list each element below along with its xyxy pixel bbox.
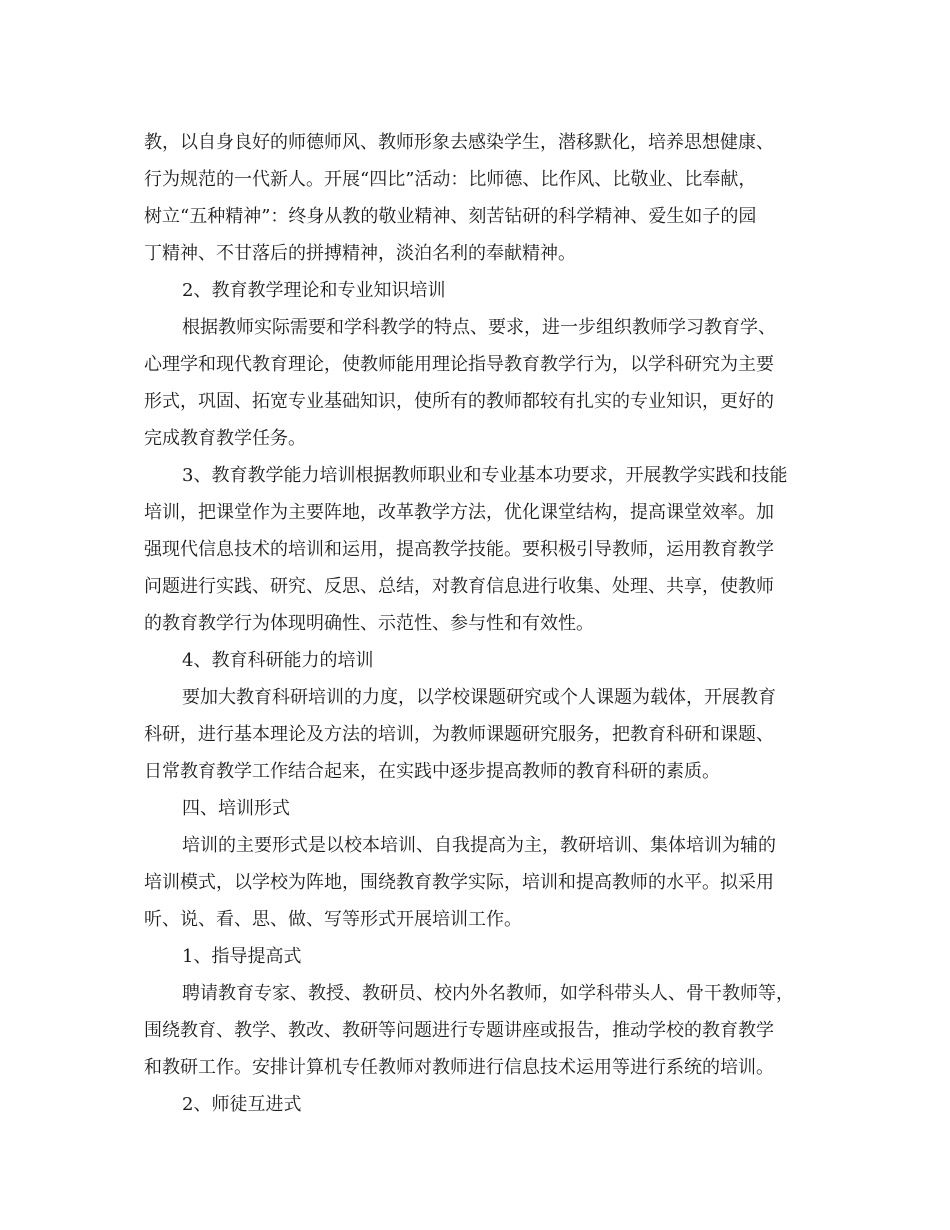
paragraph-line: 丁精神、不甘落后的拼搏精神，淡泊名利的奉献精神。	[144, 243, 576, 264]
paragraph-line: 培训，把课堂作为主要阵地，改革教学方法，优化课堂结构，提高课堂效率。加	[144, 502, 774, 523]
paragraph-line: 的教育教学行为体现明确性、示范性、参与性和有效性。	[144, 613, 594, 634]
document-body	[144, 124, 810, 1123]
paragraph-line: 听、说、看、思、做、写等形式开展培训工作。	[144, 909, 522, 930]
paragraph-line: 3、教育教学能力培训根据教师职业和专业基本功要求，开展教学实践和技能	[182, 465, 788, 486]
paragraph-line: 科研，进行基本理论及方法的培训，为教师课题研究服务，把教育科研和课题、	[144, 724, 774, 745]
paragraph-line: 心理学和现代教育理论，使教师能用理论指导教育教学行为，以学科研究为主要	[144, 354, 774, 375]
paragraph-line: 围绕教育、教学、教改、教研等问题进行专题讲座或报告，推动学校的教育教学	[144, 1020, 774, 1041]
paragraph-line: 聘请教育专家、教授、教研员、校内外名教师，如学科带头人、骨干教师等，	[182, 983, 794, 1004]
paragraph-line: 日常教育教学工作结合起来，在实践中逐步提高教师的教育科研的素质。	[144, 761, 720, 782]
paragraph-line: 培训的主要形式是以校本培训、自我提高为主，教研培训、集体培训为辅的	[182, 835, 776, 856]
paragraph-line: 强现代信息技术的培训和运用，提高教学技能。要积极引导教师，运用教育教学	[144, 539, 774, 560]
paragraph-line: 形式，巩固、拓宽专业基础知识，使所有的教师都较有扎实的专业知识，更好的	[144, 391, 774, 412]
paragraph-line: 要加大教育科研培训的力度，以学校课题研究或个人课题为载体，开展教育	[182, 687, 776, 708]
section-heading: 4、教育科研能力的培训	[182, 650, 374, 671]
paragraph-line: 教，以自身良好的师德师风、教师形象去感染学生，潜移默化，培养思想健康、	[144, 132, 774, 153]
section-heading: 2、教育教学理论和专业知识培训	[182, 280, 446, 301]
paragraph-line: 问题进行实践、研究、反思、总结，对教育信息进行收集、处理、共享，使教师	[144, 576, 774, 597]
paragraph-line: 完成教育教学任务。	[144, 428, 306, 449]
section-heading: 四、培训形式	[182, 798, 290, 819]
paragraph-line: 行为规范的一代新人。开展“四比”活动：比师德、比作风、比敬业、比奉献，	[144, 169, 757, 190]
section-heading: 2、师徒互进式	[182, 1094, 302, 1115]
paragraph-line: 培训模式，以学校为阵地，围绕教育教学实际，培训和提高教师的水平。拟采用	[144, 872, 774, 893]
section-heading: 1、指导提高式	[182, 946, 302, 967]
paragraph-line: 树立“五种精神”：终身从教的敬业精神、刻苦钻研的科学精神、爱生如子的园	[144, 206, 757, 227]
paragraph-line: 根据教师实际需要和学科教学的特点、要求，进一步组织教师学习教育学、	[182, 317, 776, 338]
paragraph-line: 和教研工作。安排计算机专任教师对教师进行信息技术运用等进行系统的培训。	[144, 1057, 774, 1078]
